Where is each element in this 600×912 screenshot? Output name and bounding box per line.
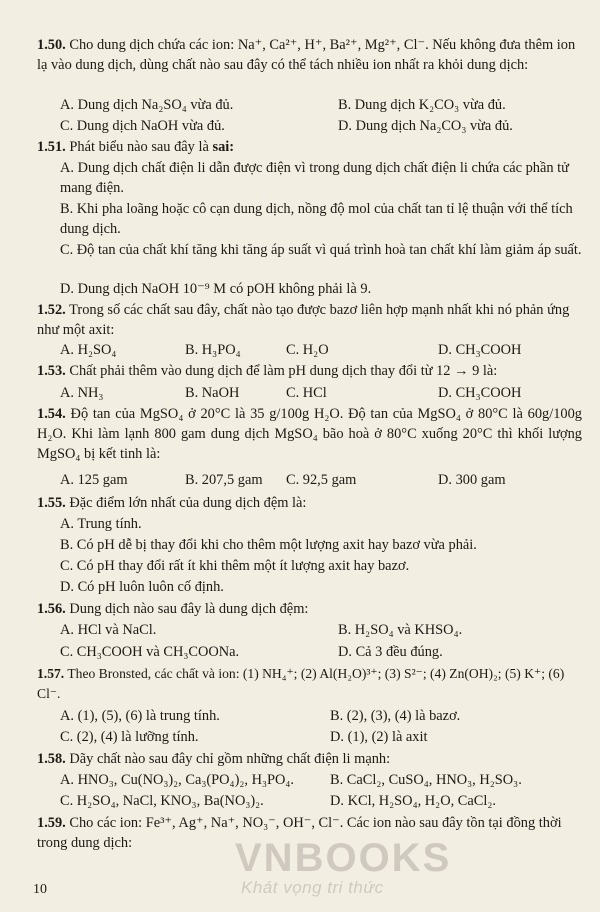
option-c: C. H₂SO₄, NaCl, KNO₃, Ba(NO₃)₂. xyxy=(60,793,264,809)
question-1-53 xyxy=(37,361,582,381)
watermark-slogan: Khát vọng tri thức xyxy=(241,878,384,897)
option-c: C. (2), (4) là lưỡng tính. xyxy=(60,729,199,745)
question-stem: Dung dịch nào sau đây là dung dịch đệm: xyxy=(69,601,309,617)
question-1-54 xyxy=(37,404,582,464)
question-number: 1.53. xyxy=(37,363,66,379)
question-stem: Đặc điểm lớn nhất của dung dịch đệm là: xyxy=(69,495,307,511)
option-c: C. CH₃COOH và CH₃COONa. xyxy=(60,644,240,660)
question-stem: Cho dung dịch chứa các ion: Na⁺, Ca²⁺, H⁺, Ba²⁺, Mg²⁺, Cl⁻. Nếu không đưa thêm ion lạ vào dung dịch, dùng chất nào sau đây có thể tách nhiều ion nhất ra khỏi dung dịch: xyxy=(37,37,576,73)
question-1-56 xyxy=(37,599,582,619)
option-a: A. 125 gam xyxy=(60,472,128,488)
option-b: B. CaCl₂, CuSO₄, HNO₃, H₂SO₃. xyxy=(330,772,522,788)
question-number: 1.57. xyxy=(37,666,65,681)
option-a: A. HCl và NaCl. xyxy=(60,622,157,638)
option-a: A. H₂SO₄ xyxy=(60,342,117,358)
question-1-51 xyxy=(37,137,582,157)
option-d: D. Cả 3 đều đúng. xyxy=(338,644,443,660)
question-stem: Chất phải thêm vào dung dịch để làm pH dung dịch thay đổi từ 12 → 9 là: xyxy=(69,363,498,379)
question-stem: Trong số các chất sau đây, chất nào tạo được bazơ liên hợp mạnh nhất khi nó phản ứng như một axit: xyxy=(37,302,570,338)
question-stem: Theo Bronsted, các chất và ion: (1) NH₄⁺; (2) Al(H₂O)³⁺; (3) S²⁻; (4) Zn(OH)₂; (5) K⁺; (6) Cl⁻. xyxy=(37,666,565,701)
question-1-55 xyxy=(37,493,582,513)
question-stem: Cho các ion: Fe³⁺, Ag⁺, Na⁺, NO₃⁻, OH⁻, Cl⁻. Các ion nào sau đây tồn tại đồng thời trong dung dịch: xyxy=(37,815,562,851)
option-d: D. KCl, H₂SO₄, H₂O, CaCl₂. xyxy=(330,793,496,809)
question-number: 1.50. xyxy=(37,37,66,53)
question-number: 1.59. xyxy=(37,815,66,831)
question-number: 1.54. xyxy=(37,406,66,422)
option-d: D. Có pH luôn luôn cố định. xyxy=(60,579,224,595)
option-c: C. 92,5 gam xyxy=(286,472,357,488)
option-a: A. Trung tính. xyxy=(60,516,142,532)
option-b: B. Dung dịch K₂CO₃ vừa đủ. xyxy=(338,97,506,113)
option-b: B. (2), (3), (4) là bazơ. xyxy=(330,708,461,724)
watermark-brand: VNBOOKS xyxy=(235,836,452,880)
question-stem-emphasis: sai: xyxy=(212,139,235,155)
question-1-58 xyxy=(37,749,582,769)
option-b: B. H₃PO₄ xyxy=(185,342,241,358)
question-number: 1.55. xyxy=(37,495,66,511)
question-number: 1.51. xyxy=(37,139,66,155)
publisher-watermark xyxy=(235,838,451,898)
question-number: 1.58. xyxy=(37,751,66,767)
option-c: C. HCl xyxy=(286,385,327,401)
question-number: 1.52. xyxy=(37,302,66,318)
question-1-57 xyxy=(37,664,582,704)
option-b: B. Khi pha loãng hoặc cô cạn dung dịch, nồng độ mol của chất tan tỉ lệ thuận với thể tích dung dịch. xyxy=(60,201,573,237)
question-number: 1.56. xyxy=(37,601,66,617)
option-c: C. Có pH thay đổi rất ít khi thêm một ít lượng axit hay bazơ. xyxy=(60,558,410,574)
option-b: B. H₂SO₄ và KHSO₄. xyxy=(338,622,463,638)
option-d: D. 300 gam xyxy=(438,472,506,488)
option-a: A. NH₃ xyxy=(60,385,104,401)
option-c: C. H₂O xyxy=(286,342,329,358)
option-a: A. (1), (5), (6) là trung tính. xyxy=(60,708,220,724)
option-b: B. 207,5 gam xyxy=(185,472,263,488)
option-d: D. Dung dịch NaOH 10⁻⁹ M có pOH không phải là 9. xyxy=(60,281,372,297)
option-d: D. CH₃COOH xyxy=(438,342,522,358)
option-a: A. Dung dịch Na₂SO₄ vừa đủ. xyxy=(60,97,234,113)
question-1-52 xyxy=(37,300,582,340)
option-b: B. Có pH dễ bị thay đổi khi cho thêm một lượng axit hay bazơ vừa phải. xyxy=(60,537,477,553)
option-c: C. Dung dịch NaOH vừa đủ. xyxy=(60,118,225,134)
question-stem: Phát biểu nào sau đây là xyxy=(69,139,209,155)
option-d: D. CH₃COOH xyxy=(438,385,522,401)
option-c: C. Độ tan của chất khí tăng khi tăng áp suất vì quá trình hoà tan chất khí làm giảm áp suất. xyxy=(60,242,582,258)
option-d: D. (1), (2) là axit xyxy=(330,729,428,745)
option-d: D. Dung dịch Na₂CO₃ vừa đủ. xyxy=(338,118,513,134)
question-1-50 xyxy=(37,35,582,75)
question-stem: Dãy chất nào sau đây chỉ gồm những chất điện li mạnh: xyxy=(69,751,391,767)
option-b: B. NaOH xyxy=(185,385,240,401)
page-number: 10 xyxy=(33,882,47,897)
option-a: A. Dung dịch chất điện li dẫn được điện vì trong dung dịch chất điện li chứa các phần tử mang điện. xyxy=(60,160,569,196)
option-a: A. HNO₃, Cu(NO₃)₂, Ca₃(PO₄)₂, H₃PO₄. xyxy=(60,772,295,788)
question-stem: Độ tan của MgSO₄ ở 20°C là 35 g/100g H₂O. Độ tan của MgSO₄ ở 80°C là 60g/100g H₂O. Khi làm lạnh 800 gam dung dịch MgSO₄ bão hoà ở 80°C xuống 20°C thì khối lượng MgSO₄ bị kết tinh là: xyxy=(37,406,582,462)
